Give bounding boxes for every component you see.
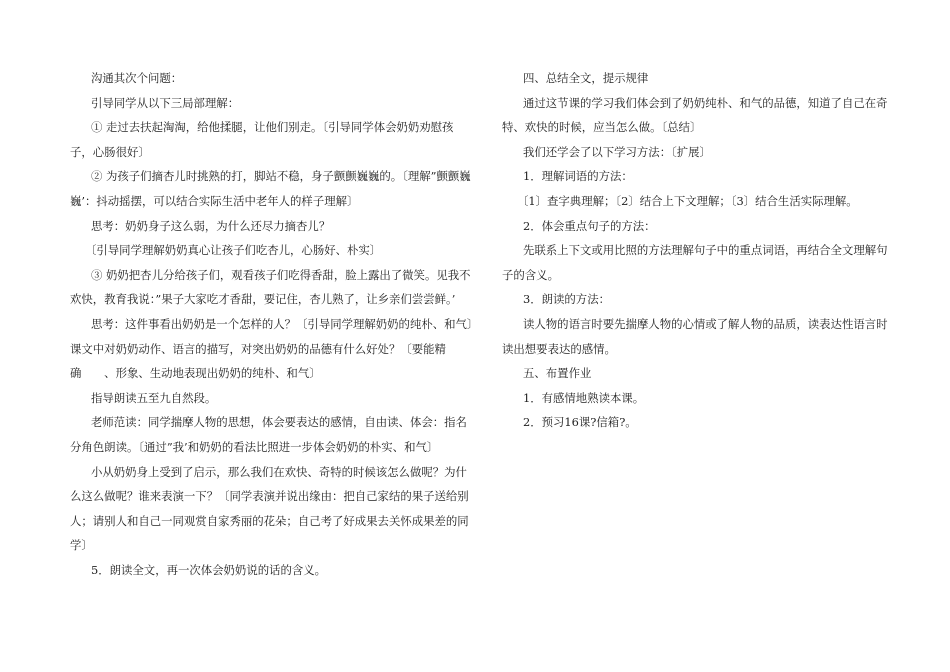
right-paragraph: 2．体会重点句子的方法： [523, 218, 656, 233]
left-paragraph: 5．朗读全文，再一次体会奶奶说的话的含义。 [91, 562, 327, 577]
right-paragraph: 五、布置作业 [523, 366, 592, 381]
left-paragraph: 思考：奶奶身子这么弱，为什么还尽力摘杏儿？ [91, 218, 331, 233]
right-paragraph: 读人物的语言时要先揣摩人物的心情或了解人物的品质，读表达性语言时读出想要表达的感情。 [502, 316, 888, 356]
left-paragraph: 老师范读：同学揣摩人物的思想，体会要表达的感情，自由读、体会：指名分角色朗读。〔通过”我’和奶奶的看法比照进一步体会奶奶的朴实、和气〕 [70, 415, 467, 454]
right-paragraph: 1．理解词语的方法： [523, 169, 633, 184]
right-paragraph: 我们还学会了以下学习方法：〔扩展〕 [523, 144, 711, 159]
left-paragraph: 小从奶奶身上受到了启示，那么我们在欢快、奇特的时候该怎么做呢？为什么这么做呢？谁来表演一下？〔同学表演并说出缘由：把自己家结的果子送给别人；请别人和自己一同观赏自家秀丽的花朵；自己考了好成果去关怀成果差的同学〕 [70, 464, 469, 553]
left-paragraph: ② 为孩子们摘杏儿时挑熟的打，脚站不稳，身子颤颤巍巍的。〔理解”颤颤巍巍’：抖动摇摆，可以结合实际生活中老年人的样子理解〕 [70, 169, 471, 208]
right-paragraph: 通过这节课的学习我们体会到了奶奶纯朴、和气的品德，知道了自己在奇特、欢快的时候，应当怎么做。〔总结〕 [502, 95, 888, 135]
left-paragraph: ③ 奶奶把杏儿分给孩子们，观看孩子们吃得香甜，脸上露出了微笑。见我不欢快，教育我说：”果子大家吃才香甜，要记住，杏儿熟了，让乡亲们尝尝鲜。’ [70, 267, 471, 307]
left-paragraph: 〔引导同学理解奶奶真心让孩子们吃杏儿，心肠好、朴实〕 [85, 243, 382, 258]
left-paragraph: ① 走过去扶起淘淘，给他揉腿，让他们别走。〔引导同学体会奶奶劝慰孩子，心肠很好〕 [70, 120, 454, 159]
right-column [502, 66, 888, 435]
right-paragraph: 四、总结全文，提示规律 [523, 71, 649, 85]
right-paragraph: 先联系上下文或用比照的方法理解句子中的重点词语，再结合全文理解句子的含义。 [502, 243, 888, 282]
left-paragraph: 沟通其次个问题： [91, 71, 183, 85]
left-column [70, 66, 473, 582]
right-paragraph: 2．预习16课?信箱?。 [523, 415, 637, 430]
right-paragraph: 3．朗读的方法： [523, 292, 610, 307]
right-paragraph: 1．有感情地熟读本课。 [523, 390, 645, 405]
right-paragraph: 〔1〕查字典理解；〔2〕结合上下文理解；〔3〕结合生活实际理解。 [517, 193, 858, 208]
left-paragraph: 引导同学从以下三局部理解： [91, 95, 240, 110]
left-paragraph: 思考：这件事看出奶奶是一个怎样的人？〔引导同学理解奶奶的纯朴、和气〕课文中对奶奶动作、语言的描写，对突出奶奶的品德有什么好处？〔要能精确 、形象、生动地表现出奶奶的纯朴、和气〕 [70, 316, 473, 381]
left-paragraph: 指导朗读五至九自然段。 [91, 390, 217, 405]
